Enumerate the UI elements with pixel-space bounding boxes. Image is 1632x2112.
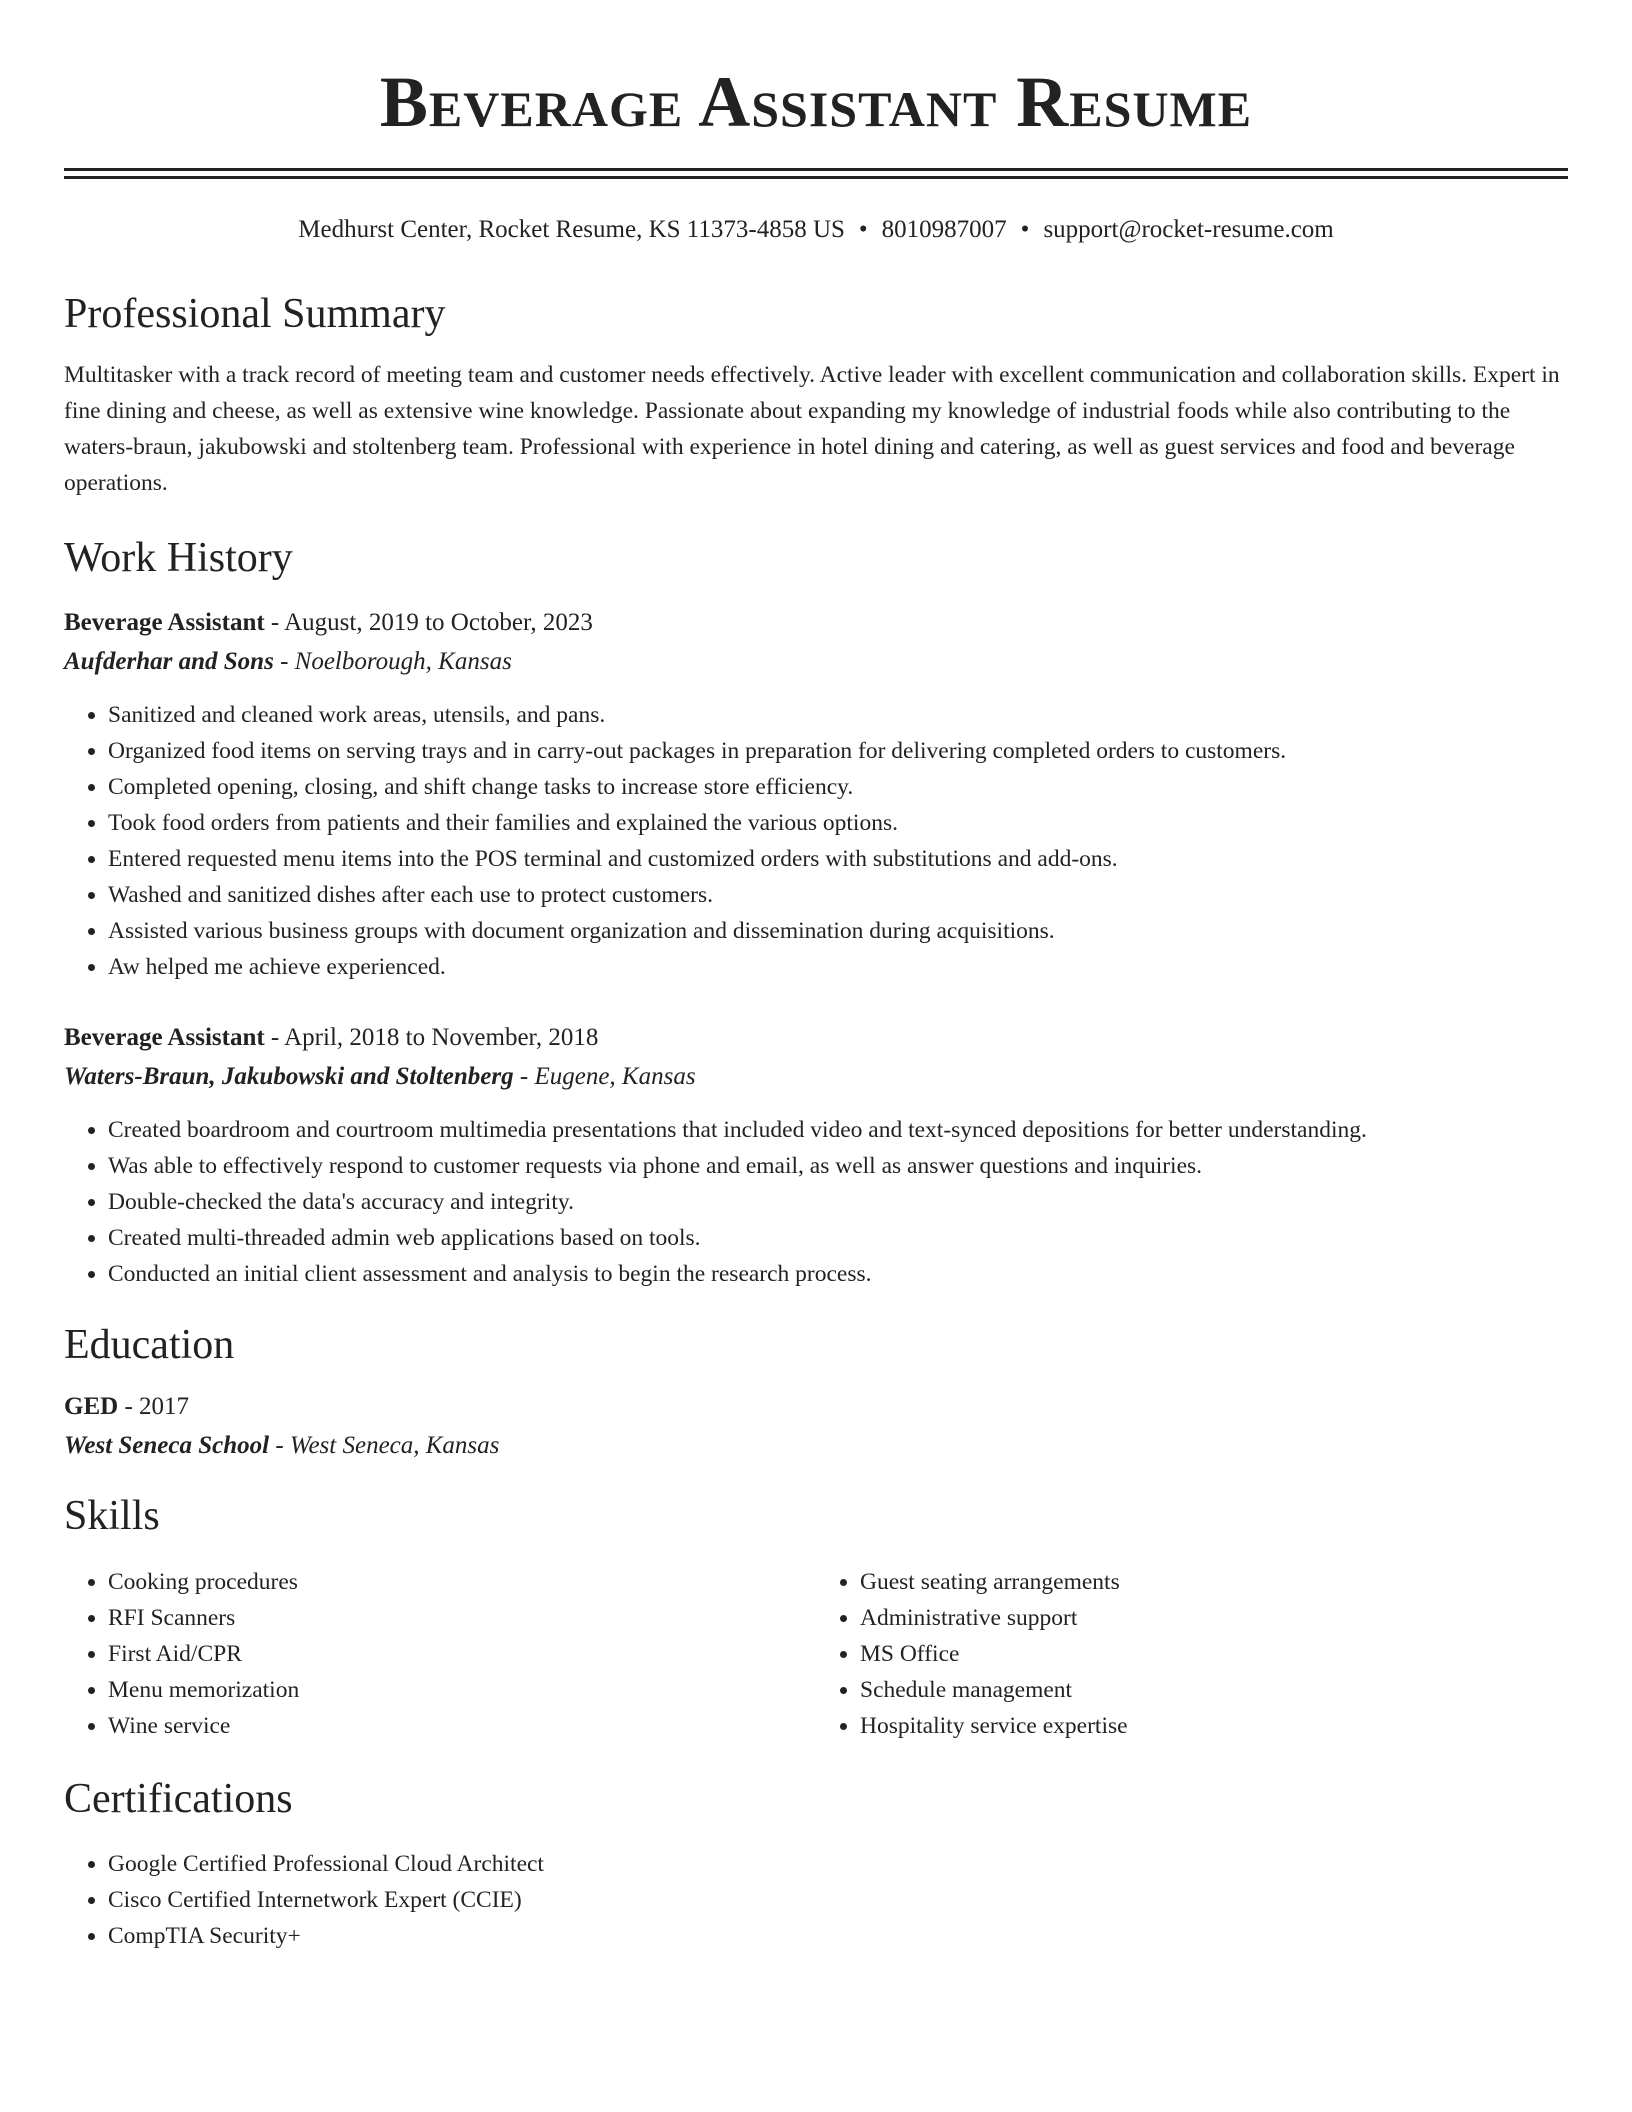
education-location: West Seneca, Kansas — [289, 1432, 500, 1460]
list-item: • Took food orders from patients and their families and explained the various options. — [108, 805, 1568, 841]
list-item: • RFI Scanners — [108, 1600, 816, 1636]
education-school-line — [64, 1431, 1568, 1461]
job-title-line — [64, 608, 1568, 638]
dash: - — [264, 1023, 285, 1051]
job-company-line — [64, 1062, 1568, 1092]
dash: - — [513, 1062, 535, 1090]
list-item: • Cooking procedures — [108, 1564, 816, 1600]
job-company-line — [64, 647, 1568, 677]
list-item: • First Aid/CPR — [108, 1636, 816, 1672]
job-dates: April, 2018 to November, 2018 — [284, 1023, 599, 1051]
list-item: • Entered requested menu items into the POS terminal and customized orders with substitutions and add-ons. — [108, 841, 1568, 877]
job-entry — [64, 1023, 1568, 1292]
education-heading: Education — [64, 1321, 235, 1368]
skills-columns — [64, 1564, 1568, 1744]
list-item: • Sanitized and cleaned work areas, utensils, and pans. — [108, 697, 1568, 733]
education-year: 2017 — [139, 1393, 190, 1421]
certifications-list — [64, 1846, 1568, 1954]
job-company: Waters-Braun, Jakubowski and Stoltenberg — [64, 1062, 514, 1090]
list-item: • Schedule management — [860, 1672, 1568, 1708]
list-item: • Cisco Certified Internetwork Expert (CCIE) — [108, 1882, 1568, 1918]
job-bullet-list — [64, 1112, 1568, 1292]
job-location: Noelborough, Kansas — [294, 647, 512, 675]
list-item: • Menu memorization — [108, 1672, 816, 1708]
contact-separator: • — [858, 216, 868, 243]
education-degree-line — [64, 1392, 1568, 1422]
list-item: • Created boardroom and courtroom multimedia presentations that included video and text-synced depositions for better understanding. — [108, 1112, 1568, 1148]
list-item: • Guest seating arrangements — [860, 1564, 1568, 1600]
dash: - — [269, 1432, 290, 1460]
list-item: • Assisted various business groups with document organization and dissemination during acquisitions. — [108, 913, 1568, 949]
list-item: • Google Certified Professional Cloud Architect — [108, 1846, 1568, 1882]
list-item: • Double-checked the data's accuracy and integrity. — [108, 1184, 1568, 1220]
contact-address: Medhurst Center, Rocket Resume, KS 11373-4858 US — [298, 216, 845, 243]
work-history-heading: Work History — [64, 535, 293, 582]
list-item: • Administrative support — [860, 1600, 1568, 1636]
list-item: • Was able to effectively respond to customer requests via phone and email, as well as answer questions and inquiries. — [108, 1148, 1568, 1184]
job-company: Aufderhar and Sons — [64, 647, 274, 675]
summary-heading: Professional Summary — [64, 291, 446, 337]
education-school: West Seneca School — [64, 1432, 270, 1460]
summary-text: Multitasker with a track record of meeting team and customer needs effectively. Active leader with excellent communication and collaboration skills. Expert in fine dining and cheese, as well as extensive wine knowledge. Passionate about expanding my knowledge of industrial foods while also contributing to the waters-braun, jakubowski and stoltenberg team. Professional with experience in hotel dining and catering, as well as guest services and food and beverage operations. — [64, 362, 1560, 497]
list-item: • CompTIA Security+ — [108, 1918, 1568, 1954]
dash: - — [118, 1393, 140, 1421]
contact-email: support@rocket-resume.com — [1043, 216, 1334, 243]
contact-phone: 8010987007 — [881, 216, 1007, 243]
skills-list-left — [64, 1564, 816, 1744]
list-item: • Organized food items on serving trays and in carry-out packages in preparation for delivering completed orders to customers. — [108, 733, 1568, 769]
job-title: Beverage Assistant — [64, 1023, 265, 1051]
list-item: • Wine service — [108, 1708, 816, 1744]
list-item: • MS Office — [860, 1636, 1568, 1672]
job-dates: August, 2019 to October, 2023 — [284, 608, 593, 636]
dash: - — [264, 608, 285, 636]
certifications-heading: Certifications — [64, 1775, 293, 1822]
list-item: • Hospitality service expertise — [860, 1708, 1568, 1744]
contact-line — [64, 215, 1568, 245]
list-item: • Washed and sanitized dishes after each use to protect customers. — [108, 877, 1568, 913]
skills-list-right — [816, 1564, 1568, 1744]
job-bullet-list — [64, 697, 1568, 985]
list-item: • Completed opening, closing, and shift change tasks to increase store efficiency. — [108, 769, 1568, 805]
skills-heading: Skills — [64, 1493, 160, 1540]
dash: - — [273, 647, 295, 675]
job-entry — [64, 608, 1568, 985]
list-item: • Created multi-threaded admin web applications based on tools. — [108, 1220, 1568, 1256]
job-title-line — [64, 1023, 1568, 1053]
job-title: Beverage Assistant — [64, 608, 265, 636]
list-item: • Conducted an initial client assessment and analysis to begin the research process. — [108, 1256, 1568, 1292]
title-double-rule — [64, 168, 1568, 179]
education-degree: GED — [64, 1393, 119, 1421]
job-location: Eugene, Kansas — [534, 1062, 696, 1090]
contact-separator: • — [1020, 216, 1030, 243]
resume-title: Beverage Assistant Resume — [379, 62, 1253, 142]
list-item: • Aw helped me achieve experienced. — [108, 949, 1568, 985]
